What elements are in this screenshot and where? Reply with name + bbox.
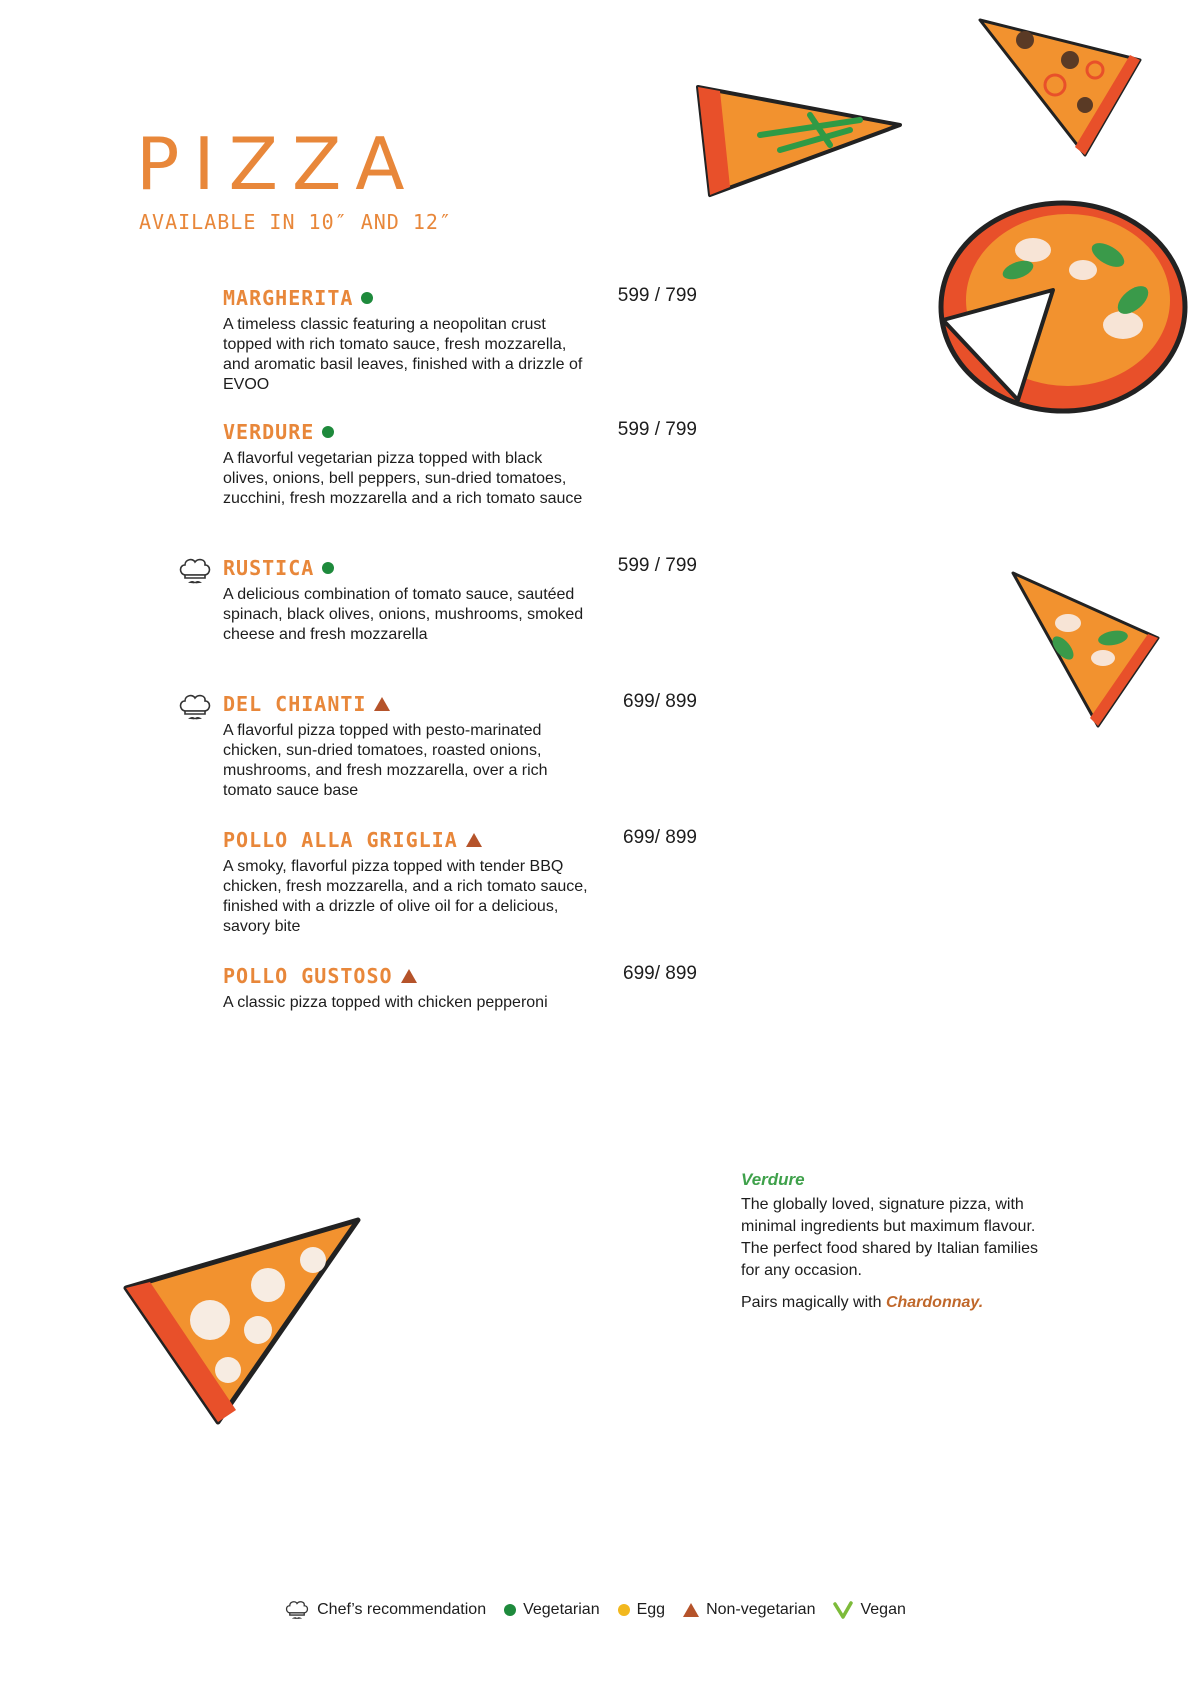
item-price: 699/ 899 bbox=[623, 827, 697, 848]
legend-vegetarian-label: Vegetarian bbox=[523, 1601, 600, 1618]
note-pair-prefix: Pairs magically with bbox=[741, 1294, 886, 1311]
legend-non-vegetarian-label: Non-vegetarian bbox=[706, 1601, 816, 1618]
menu-item-pollo-alla-griglia bbox=[223, 827, 823, 937]
item-description: A timeless classic featuring a neopolitan crust topped with rich tomato sauce, fresh mozzarella, and aromatic basil leaves, finished with a drizzle of EVOO bbox=[223, 316, 583, 393]
item-price: 599 / 799 bbox=[617, 285, 697, 306]
legend-vegetarian bbox=[504, 1601, 600, 1619]
chef-hat-icon bbox=[177, 691, 213, 723]
legend-vegan-label: Vegan bbox=[860, 1601, 906, 1618]
item-price: 699/ 899 bbox=[623, 963, 697, 984]
pizza-slice-illustration bbox=[1008, 568, 1168, 733]
item-name: DEL CHIANTI bbox=[223, 692, 367, 716]
vegetarian-dot-icon bbox=[322, 562, 334, 574]
chef-hat-icon bbox=[284, 1598, 310, 1622]
legend-non-vegetarian bbox=[683, 1601, 815, 1619]
note-body: The globally loved, signature pizza, with minimal ingredients but maximum flavour. The perfect food shared by Italian families for any occasion. bbox=[741, 1196, 1039, 1279]
note-wine: Chardonnay. bbox=[885, 1294, 984, 1311]
item-price: 599 / 799 bbox=[617, 419, 697, 440]
vegetarian-dot-icon bbox=[504, 1604, 516, 1616]
non-vegetarian-triangle-icon bbox=[466, 833, 482, 847]
menu-item-pollo-gustoso bbox=[223, 963, 823, 1013]
pizza-slice-illustration bbox=[118, 1210, 368, 1430]
vegetarian-dot-icon bbox=[322, 426, 334, 438]
vegan-check-icon bbox=[833, 1601, 853, 1619]
item-description: A smoky, flavorful pizza topped with tender BBQ chicken, fresh mozzarella, and a rich tomato sauce, finished with a drizzle of olive oil for a delicious, savory bite bbox=[223, 858, 588, 935]
pairing-note bbox=[741, 1170, 1041, 1312]
chef-hat-icon bbox=[177, 555, 213, 587]
item-name: POLLO GUSTOSO bbox=[223, 964, 393, 988]
item-name: RUSTICA bbox=[223, 556, 315, 580]
page-title: PIZZA bbox=[136, 122, 419, 206]
legend-chef-label: Chef’s recommendation bbox=[317, 1601, 487, 1618]
non-vegetarian-triangle-icon bbox=[683, 1603, 699, 1617]
legend-egg-label: Egg bbox=[636, 1601, 666, 1618]
item-name: VERDURE bbox=[223, 420, 315, 444]
legend-chef bbox=[284, 1598, 486, 1622]
non-vegetarian-triangle-icon bbox=[401, 969, 417, 983]
note-pairing bbox=[741, 1294, 1041, 1312]
item-description: A flavorful vegetarian pizza topped with black olives, onions, bell peppers, sun-dried tomatoes, zucchini, fresh mozzarella and a rich tomato sauce bbox=[223, 450, 583, 507]
item-description: A delicious combination of tomato sauce, sautéed spinach, black olives, onions, mushrooms, smoked cheese and fresh mozzarella bbox=[223, 586, 584, 643]
whole-pizza-illustration bbox=[933, 195, 1190, 420]
item-name: POLLO ALLA GRIGLIA bbox=[223, 828, 458, 852]
legend-egg bbox=[618, 1601, 665, 1619]
item-description: A classic pizza topped with chicken pepperoni bbox=[223, 994, 548, 1011]
vegetarian-dot-icon bbox=[361, 292, 373, 304]
item-price: 699/ 899 bbox=[623, 691, 697, 712]
item-description: A flavorful pizza topped with pesto-marinated chicken, sun-dried tomatoes, roasted onions, mushrooms, and fresh mozzarella, over a rich tomato sauce base bbox=[223, 722, 548, 799]
menu-item-rustica bbox=[223, 555, 823, 645]
item-name: MARGHERITA bbox=[223, 286, 354, 310]
non-vegetarian-triangle-icon bbox=[374, 697, 390, 711]
menu-item-verdure bbox=[223, 419, 823, 509]
legend bbox=[0, 1598, 1190, 1622]
menu-item-del-chianti bbox=[223, 691, 823, 801]
pizza-slice-illustration bbox=[690, 75, 910, 205]
page-subtitle: AVAILABLE IN 10″ AND 12″ bbox=[139, 210, 452, 234]
item-price: 599 / 799 bbox=[617, 555, 697, 576]
pizza-slice-illustration bbox=[975, 15, 1150, 165]
menu-item-margherita bbox=[223, 285, 823, 395]
egg-dot-icon bbox=[618, 1604, 630, 1616]
note-title: Verdure bbox=[741, 1170, 805, 1189]
legend-vegan bbox=[833, 1601, 905, 1619]
